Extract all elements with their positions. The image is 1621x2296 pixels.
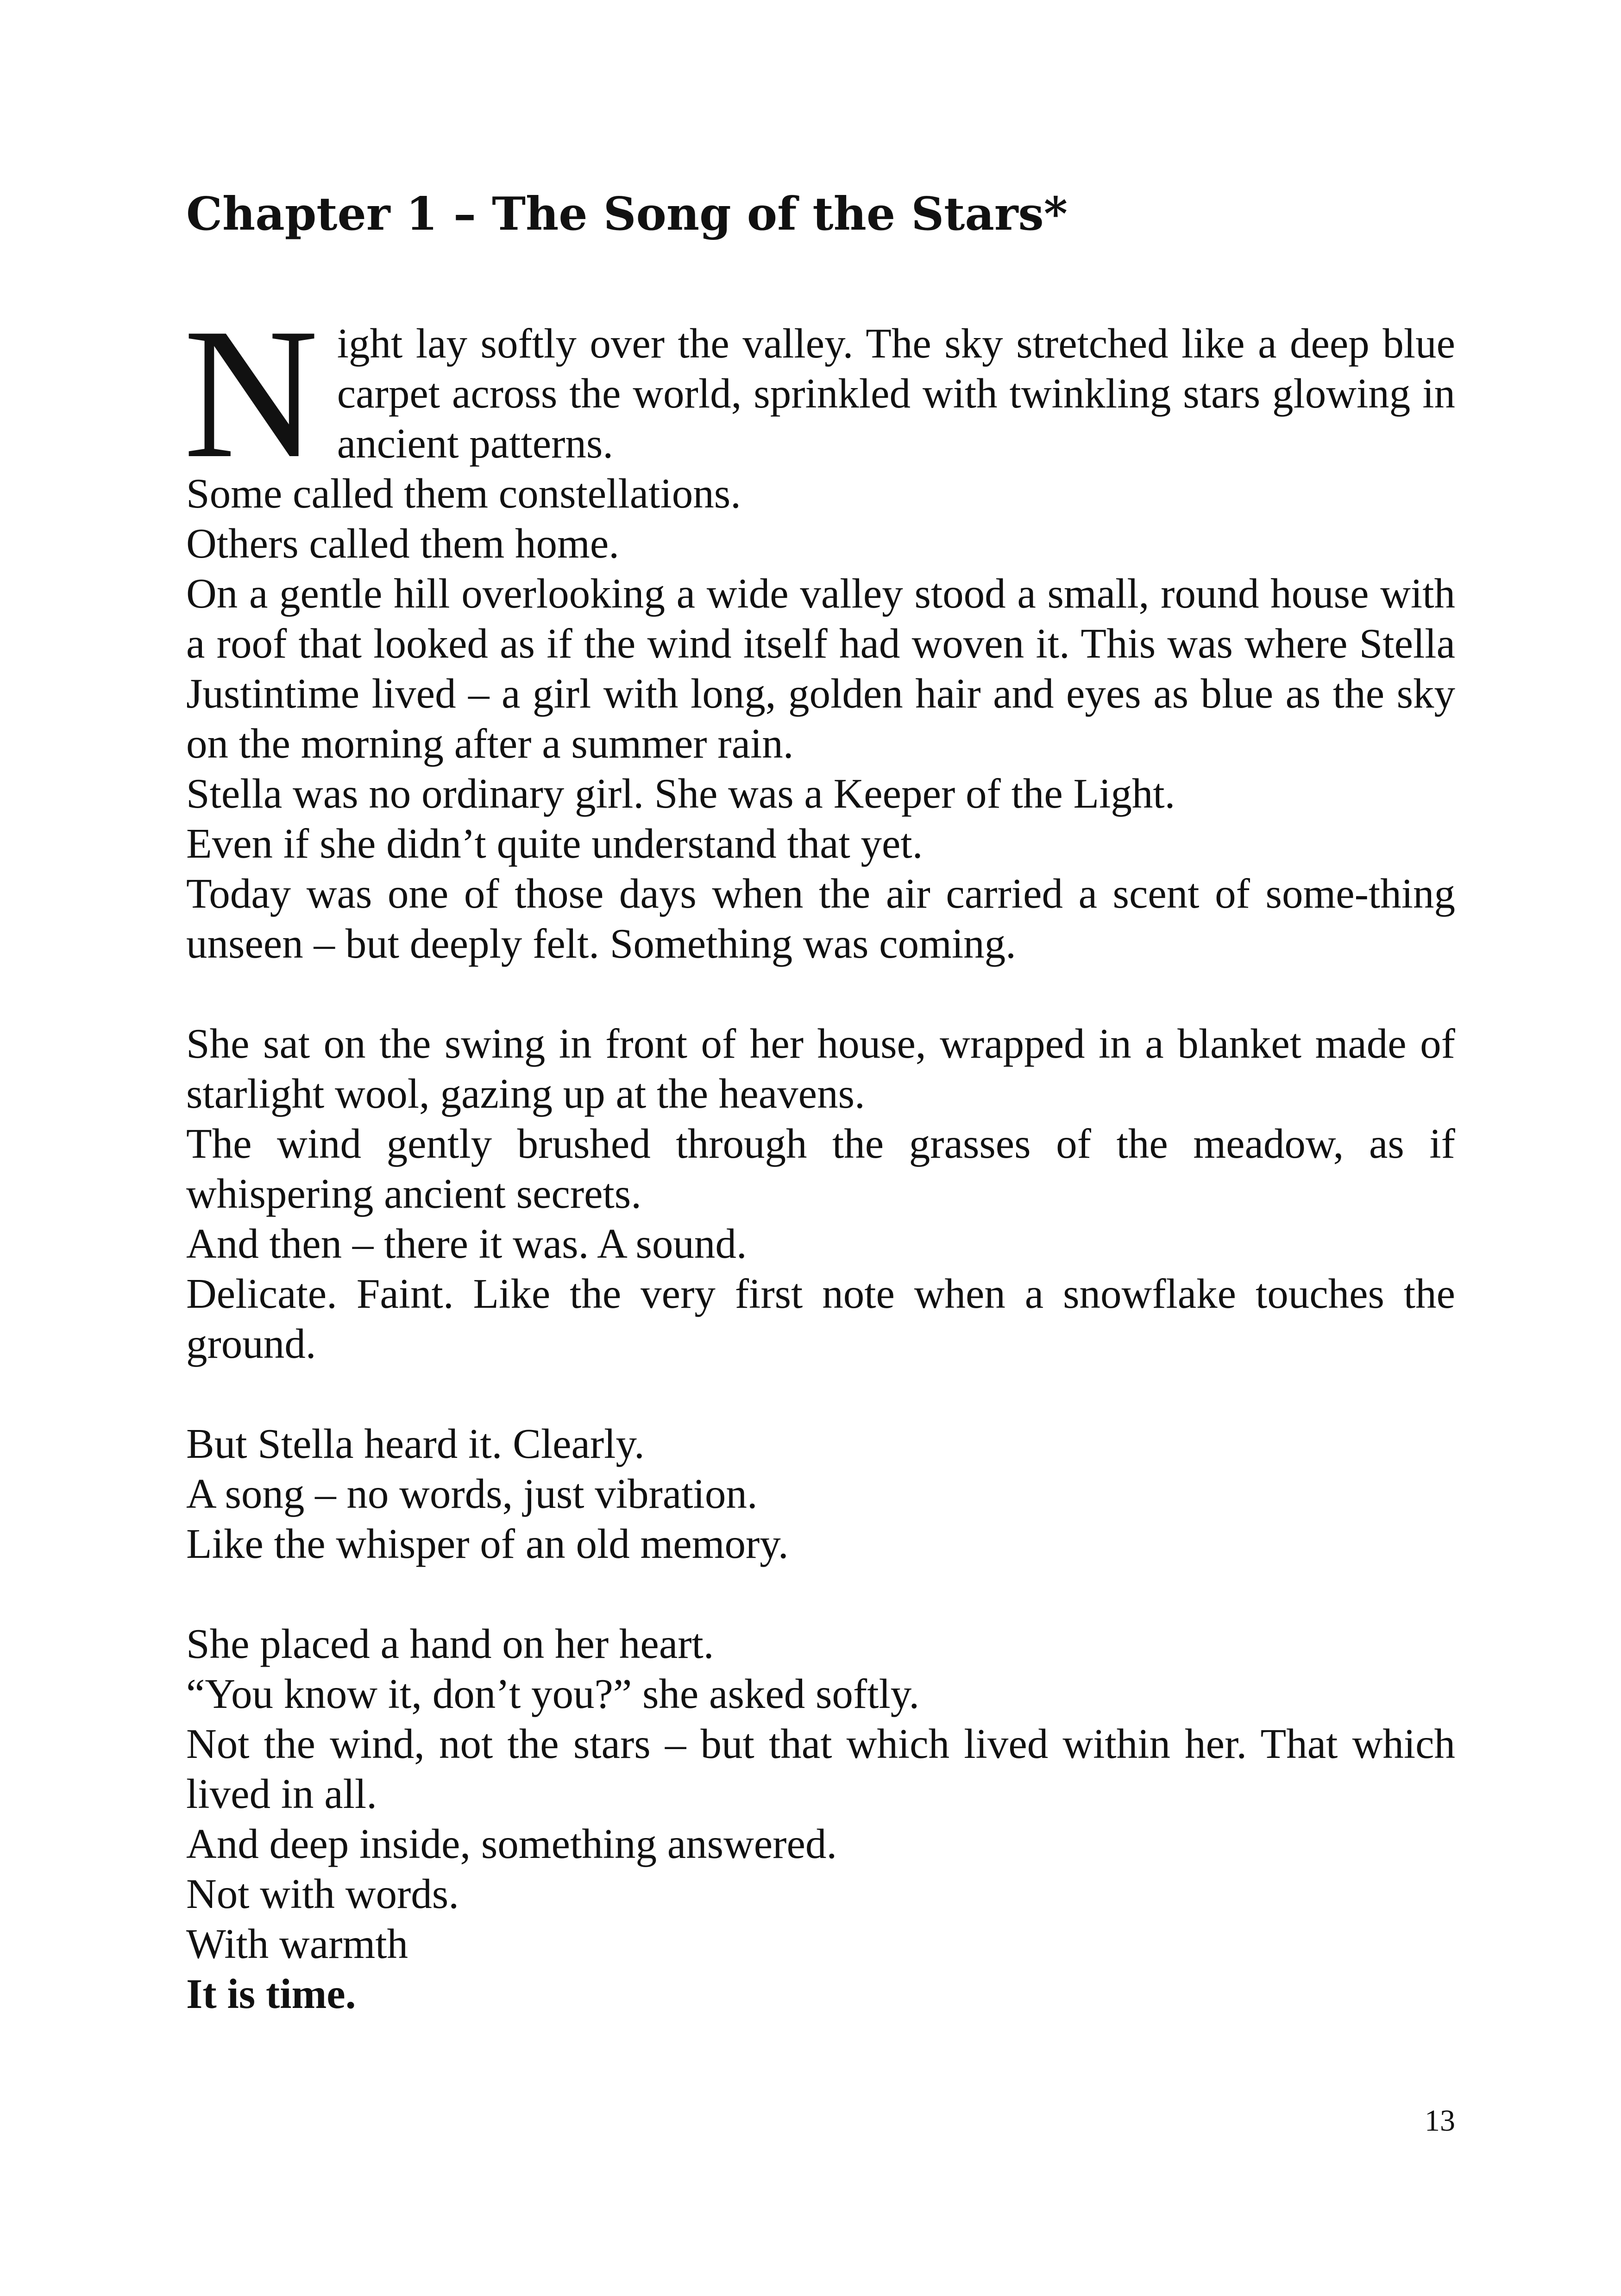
paragraph: Delicate. Faint. Like the very first note when a snowflake touches the ground. [186,1270,1455,1367]
paragraph: Others called them home. [186,520,619,567]
opening-text: ight lay softly over the valley. The sky stretched like a deep blue carpet across the world, sprinkled with twinkling stars glowing in ancient patterns. [337,320,1455,467]
paragraph: With warmth [186,1920,408,1967]
paragraph: On a gentle hill overlooking a wide valley stood a small, round house with a roof that looked as if the wind itself had woven it. This was where Stella Justintime lived – a girl with long, golden hair and eyes as blue as the sky on the morning after a summer rain. [186,570,1455,767]
paragraph: But Stella heard it. Clearly. [186,1420,645,1467]
chapter-body [183,290,1455,2019]
paragraph: Not with words. [186,1870,459,1917]
page-number: 13 [1425,2104,1455,2138]
paragraph: She sat on the swing in front of her house, wrapped in a blanket made of starlight wool, gazing up at the heavens. [186,1020,1455,1117]
paragraph-gap [186,1569,1455,1619]
paragraph: Like the whisper of an old memory. [186,1520,789,1567]
closing-line [186,1969,1455,2019]
paragraph: She placed a hand on her heart. [186,1620,714,1667]
paragraph: Not the wind, not the stars – but that which lived within her. That which lived in all. [186,1720,1455,1817]
paragraph: A song – no words, just vibration. [186,1470,758,1517]
paragraph: The wind gently brushed through the grasses of the meadow, as if whispering ancient secrets. [186,1120,1455,1217]
paragraph: And then – there it was. A sound. [186,1220,747,1267]
paragraph: Stella was no ordinary girl. She was a Keeper of the Light. [186,770,1175,817]
paragraph: Even if she didn’t quite understand that yet. [186,820,923,867]
paragraph: “You know it, don’t you?” she asked softly. [186,1670,920,1717]
paragraph: And deep inside, something answered. [186,1820,837,1867]
chapter-title: Chapter 1 – The Song of the Stars* [186,188,1068,241]
closing-emphasis: It is time. [186,1970,356,2017]
paragraph: Some called them constellations. [186,470,741,517]
paragraph-gap [186,969,1455,1019]
drop-cap: N [183,290,319,497]
paragraph-gap [186,1369,1455,1419]
paragraph: Today was one of those days when the air carried a scent of some-thing unseen – but deeply felt. Something was coming. [186,870,1455,967]
